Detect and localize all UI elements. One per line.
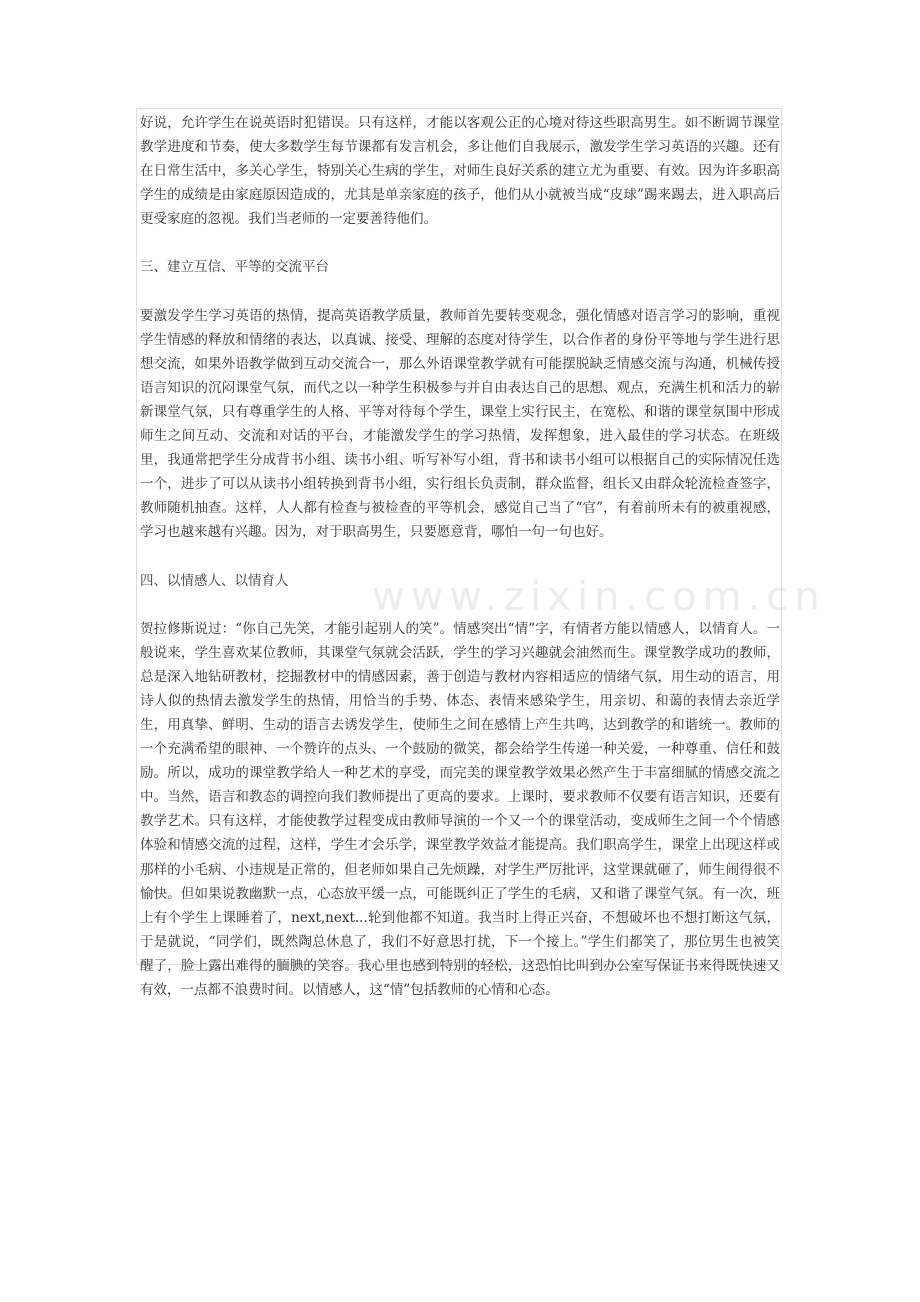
paragraph-spacer bbox=[140, 231, 780, 255]
paragraph-spacer bbox=[140, 545, 780, 569]
paragraph-spacer bbox=[140, 280, 780, 304]
section-heading-3: 三、建立互信、平等的交流平台 bbox=[140, 259, 329, 276]
paragraph-intro: 好说，允许学生在说英语时犯错误。只有这样，才能以客观公正的心境对待这些职高男生。如不断调节课堂教学进度和节奏，使大多数学生每节课都有发言机会，多让他们自我展示，激发学生学习英语的兴趣。还有在日常生活中，多关心学生，特别关心生病的学生，对师生良好关系的建立尤为重要、有效。因为许多职高学生的成绩是由家庭原因造成的，尤其是单亲家庭的孩子，他们从小就被当成“皮球”踢来踢去，进入职高后更受家庭的忽视。我们当老师的一定要善待他们。 bbox=[140, 115, 780, 228]
paragraph-spacer bbox=[140, 593, 780, 617]
paragraph-section-3: 要激发学生学习英语的热情，提高英语教学质量，教师首先要转变观念，强化情感对语言学习的影响，重视学生情感的释放和情绪的表达，以真诚、接受、理解的态度对待学生，以合作者的身份平等地与学生进行思想交流，如果外语教学做到互动交流合一，那么外语课堂教学就有可能摆脱缺乏情感交流与沟通，机械传授语言知识的沉闷课堂气氛，而代之以一种学生积极参与并自由表达自己的思想、观点，充满生机和活力的崭新课堂气氛，只有尊重学生的人格、平等对待每个学生，课堂上实行民主，在宽松、和谐的课堂氛围中形成师生之间互动、交流和对话的平台，才能激发学生的学习热情，发挥想象，进入最佳的学习状态。在班级里，我通常把学生分成背书小组、读书小组、听写补写小组，背书和读书小组可以根据自己的实际情况任选一个，进步了可以从读书小组转换到背书小组，实行组长负责制，群众监督，组长又由群众轮流检查签字，教师随机抽查。这样，人人都有检查与被检查的平等机会，感觉自己当了“官”，有着前所未有的被重视感，学习也越来越有兴趣。因为，对于职高男生，只要愿意背，哪怕一句一句也好。 bbox=[140, 307, 780, 541]
paragraph-section-4: 贺拉修斯说过：“你自己先笑，才能引起别人的笑”。情感突出“情”字，有情者方能以情感人，以情育人。一般说来，学生喜欢某位教师，其课堂气氛就会活跃，学生的学习兴趣就会油然而生。课堂教学成功的教师，总是深入地钻研教材，挖掘教材中的情感因素，善于创造与教材内容相适应的情绪气氛，用生动的语言，用诗人似的热情去激发学生的热情，用恰当的手势、体态、表情来感染学生，用亲切、和蔼的表情去亲近学生，用真挚、鲜明、生动的语言去诱发学生，使师生之间在感情上产生共鸣，达到教学的和谐统一。教师的一个充满希望的眼神、一个赞许的点头、一个鼓励的微笑，都会给学生传递一种关爱，一种尊重、信任和鼓励。所以，成功的课堂教学给人一种艺术的享受，而完美的课堂教学效果必然产生于丰富细腻的情感交流之中。当然，语言和教态的调控向我们教师提出了更高的要求。上课时，要求教师不仅要有语言知识，还要有教学艺术。只有这样，才能使教学过程变成由教师导演的一个又一个的课堂活动，变成师生之间一个个情感体验和情感交流的过程，这样，学生才会乐学，课堂教学效益才能提高。我们职高学生，课堂上出现这样或那样的小毛病、小违规是正常的，但老师如果自己先烦躁，对学生严厉批评，这堂课就砸了，师生闹得很不愉快。但如果说教幽默一点，心态放平缓一点，可能既纠正了学生的毛病，又和谐了课堂气氛。有一次，班上有个学生上课睡着了，next,next...轮到他都不知道。我当时上得正兴奋，不想破坏也不想打断这气氛，于是就说，“同学们，既然陶总休息了，我们不好意思打扰，下一个接上。”学生们都笑了，那位男生也被笑醒了，脸上露出难得的腼腆的笑容。我心里也感到特别的轻松，这恐怕比叫到办公室写保证书来得既快速又有效，一点都不浪费时间。以情感人，这“情”包括教师的心情和心态。 bbox=[140, 620, 780, 998]
section-heading-4: 四、以情感人、以情育人 bbox=[140, 572, 289, 589]
document-body bbox=[140, 111, 780, 1002]
watermark: www.zixin.com.cn bbox=[372, 574, 826, 620]
